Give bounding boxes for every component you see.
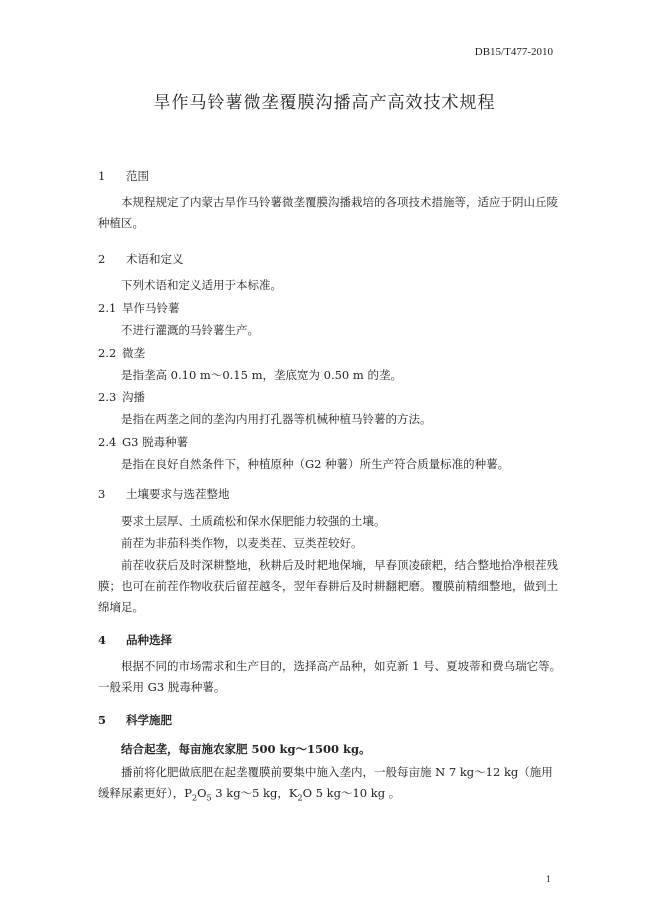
term-2-2-definition: 是指垄高 0.10 m～0.15 m，垄底宽为 0.50 m 的垄。 bbox=[121, 368, 402, 382]
section-1-paragraph: 本规程规定了内蒙古旱作马铃薯微垄覆膜沟播栽培的各项技术措施等，适应于阴山丘陵种植区。 bbox=[98, 195, 558, 230]
term-number: 2.1 bbox=[98, 301, 117, 315]
section-title: 术语和定义 bbox=[126, 252, 184, 266]
section-3-heading bbox=[98, 486, 230, 502]
term-name: 旱作马铃薯 bbox=[122, 301, 180, 315]
term-2-3 bbox=[98, 389, 145, 405]
section-5-heading bbox=[98, 712, 172, 728]
term-2-2 bbox=[98, 345, 145, 361]
section-5-paragraph-1: 结合起垄，每亩施农家肥 500 kg～1500 kg。 bbox=[121, 742, 371, 756]
subscript: 2 bbox=[297, 793, 303, 803]
term-2-1-definition: 不进行灌溉的马铃薯生产。 bbox=[121, 323, 259, 337]
section-2-heading bbox=[98, 251, 184, 267]
term-name: 沟播 bbox=[122, 390, 145, 404]
section-3-paragraph-3: 前茬收获后及时深耕整地，秋耕后及时耙地保墒，早春顶凌磙耙，结合整地拾净根茬残膜；也可在前茬作物收获后留茬越冬，翌年春耕后及时耕翻耙磨。覆膜前精细整地，做到土绵墒足。 bbox=[98, 558, 558, 614]
section-number: 3 bbox=[98, 487, 106, 501]
term-name: 微垄 bbox=[122, 346, 145, 360]
section-4-paragraph: 根据不同的市场需求和生产目的，选择高产品种，如克新 1 号、夏坡蒂和费乌瑞它等。一般采用 G3 脱毒种薯。 bbox=[98, 659, 562, 694]
fertilizer-text-b: O bbox=[197, 786, 207, 800]
standard-code: DB15/T477-2010 bbox=[474, 46, 553, 58]
section-title: 品种选择 bbox=[126, 633, 172, 647]
section-title: 土壤要求与选茬整地 bbox=[126, 487, 230, 501]
section-5-paragraph-2 bbox=[98, 762, 563, 808]
term-number: 2.2 bbox=[98, 346, 117, 360]
term-2-4 bbox=[98, 434, 188, 450]
section-title: 科学施肥 bbox=[126, 713, 172, 727]
fertilizer-text-d: O 5 kg～10 kg 。 bbox=[302, 786, 401, 800]
term-2-1 bbox=[98, 300, 180, 316]
section-number: 2 bbox=[98, 252, 106, 266]
term-number: 2.4 bbox=[98, 435, 117, 449]
section-3-paragraph-2: 前茬为非茄科类作物，以麦类茬、豆类茬较好。 bbox=[121, 536, 363, 550]
section-number: 4 bbox=[98, 633, 107, 647]
subscript: 2 bbox=[192, 793, 198, 803]
footer-mark: 1 bbox=[546, 875, 552, 884]
fertilizer-text-a: 播前将化肥做底肥在起垄覆膜前要集中施入垄内，一般每亩施 N 7 kg～12 kg（施用缓释尿素更好），P bbox=[98, 765, 553, 800]
term-2-4-definition: 是指在良好自然条件下，种植原种（G2 种薯）所生产符合质量标准的种薯。 bbox=[121, 457, 510, 471]
section-number: 1 bbox=[98, 169, 106, 183]
section-2-intro: 下列术语和定义适用于本标准。 bbox=[121, 278, 282, 292]
section-3-paragraph-1: 要求土层厚、土质疏松和保水保肥能力较强的土壤。 bbox=[121, 514, 386, 528]
page-title: 旱作马铃薯微垄覆膜沟播高产高效技术规程 bbox=[153, 93, 496, 113]
section-1-heading bbox=[98, 168, 149, 184]
fertilizer-text-c: 3 kg～5 kg，K bbox=[211, 786, 298, 800]
term-name: G3 脱毒种薯 bbox=[122, 435, 189, 449]
section-number: 5 bbox=[98, 713, 107, 727]
term-number: 2.3 bbox=[98, 390, 117, 404]
section-title: 范围 bbox=[126, 169, 149, 183]
subscript: 5 bbox=[206, 793, 212, 803]
section-4-heading bbox=[98, 632, 172, 648]
term-2-3-definition: 是指在两垄之间的垄沟内用打孔器等机械种植马铃薯的方法。 bbox=[121, 412, 432, 426]
